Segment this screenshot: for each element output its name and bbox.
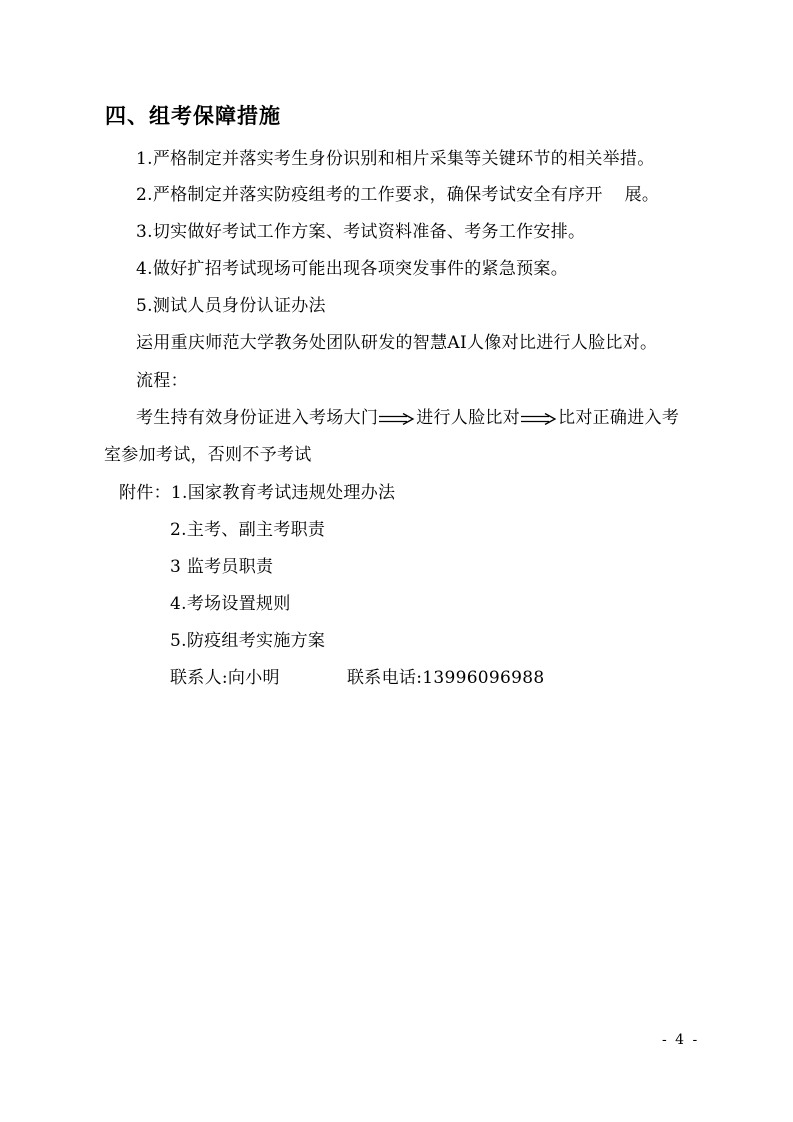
measure-item-1: 1.严格制定并落实考生身份识别和相片采集等关键环节的相关举措。 [136,149,655,169]
contact-person: 联系人:向小明 [170,668,280,688]
flow-continuation: 室参加考试，否则不予考试 [104,445,312,465]
double-arrow-icon [521,413,557,425]
ai-face-comparison-text: 运用重庆师范大学教务处团队研发的智慧AI人像对比进行人脸比对。 [136,333,658,353]
flow-line [136,407,679,429]
flow-step-face-compare: 进行人脸比对 [416,408,521,428]
flow-step-enter-room: 比对正确进入考 [558,408,680,428]
measure-item-2 [136,184,659,206]
measure-item-2-text: 2.严格制定并落实防疫组考的工作要求，确保考试安全有序开 [136,185,603,205]
page-number: - 4 - [662,1032,700,1048]
measure-item-3: 3.切实做好考试工作方案、考试资料准备、考务工作安排。 [136,222,586,242]
measure-item-4: 4.做好扩招考试现场可能出现各项突发事件的紧急预案。 [136,259,569,279]
double-arrow-icon [379,413,415,425]
attachment-5: 5.防疫组考实施方案 [170,631,326,651]
flow-step-enter-gate: 考生持有效身份证进入考场大门 [136,408,379,428]
section-heading: 四、组考保障措施 [105,104,281,128]
attachment-4: 4.考场设置规则 [170,594,291,614]
measure-item-5: 5.测试人员身份认证办法 [136,296,326,316]
attachment-1: 附件：1.国家教育考试违规处理办法 [119,483,396,503]
flow-label: 流程： [136,371,188,391]
attachment-3: 3 监考员职责 [170,557,274,577]
measure-item-2-end: 展。 [624,185,660,205]
attachment-2: 2.主考、副主考职责 [170,520,326,540]
contact-phone: 联系电话:13996096988 [347,668,545,688]
